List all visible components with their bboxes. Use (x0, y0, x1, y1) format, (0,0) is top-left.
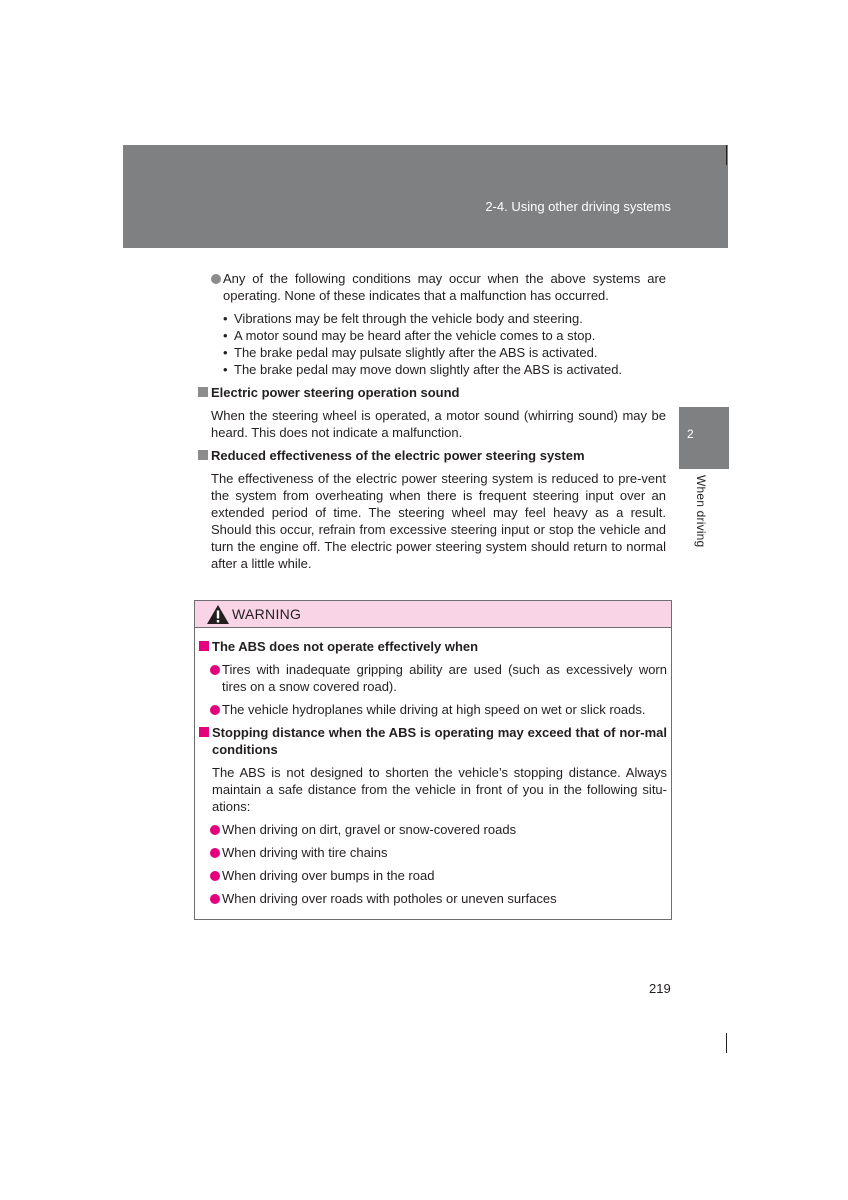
square-bullet-icon (198, 387, 208, 397)
list-item-text: A motor sound may be heard after the vehicle comes to a stop. (234, 328, 596, 343)
list-item-text: When driving over bumps in the road (222, 868, 435, 883)
list-item (223, 310, 666, 327)
bullet-dot-icon: • (223, 328, 228, 343)
section-heading (196, 384, 666, 401)
bullet-circle-icon (211, 274, 221, 284)
list-item-text: Tires with inadequate gripping ability are used (such as excessively worn tires on a snow covered road). (222, 662, 667, 694)
warning-title: WARNING (232, 606, 302, 622)
warning-body-text: The ABS is not designed to shorten the vehicle’s stopping distance. Always maintain a safe distance from the vehicle in front of you in the following situ-ations: (212, 765, 667, 814)
bullet-circle-icon (210, 665, 220, 675)
section-heading-text: Electric power steering operation sound (211, 385, 460, 400)
bullet-circle-icon (210, 848, 220, 858)
warning-section-heading (197, 638, 667, 655)
warning-header (195, 601, 671, 628)
warning-list-item (197, 844, 667, 861)
main-content (196, 270, 666, 578)
section-heading-text: Reduced effectiveness of the electric power steering system (211, 448, 585, 463)
list-item (223, 344, 666, 361)
section-body: When the steering wheel is operated, a motor sound (whirring sound) may be heard. This does not indicate a malfunction. (211, 408, 666, 440)
bullet-dot-icon: • (223, 362, 228, 377)
warning-triangle-icon (207, 605, 229, 624)
warning-list-item (197, 867, 667, 884)
warning-box (194, 600, 672, 920)
chapter-number: 2 (687, 427, 694, 441)
bullet-dot-icon: • (223, 311, 228, 326)
square-bullet-icon (198, 450, 208, 460)
intro-list (196, 310, 666, 378)
warning-section-heading (197, 724, 667, 758)
warning-list-item (197, 701, 667, 718)
section-title: 2-4. Using other driving systems (485, 199, 671, 214)
list-item (223, 361, 666, 378)
chapter-tab (679, 407, 729, 469)
list-item (223, 327, 666, 344)
square-bullet-icon (199, 641, 209, 651)
crop-mark-bottom (726, 1033, 727, 1053)
warning-heading-text: Stopping distance when the ABS is operating may exceed that of nor-mal conditions (212, 725, 667, 757)
page-number: 219 (649, 981, 671, 996)
bullet-circle-icon (210, 705, 220, 715)
list-item-text: The vehicle hydroplanes while driving at high speed on wet or slick roads. (222, 702, 646, 717)
bullet-dot-icon: • (223, 345, 228, 360)
warning-list-item (197, 890, 667, 907)
warning-list-item (197, 821, 667, 838)
bullet-circle-icon (210, 871, 220, 881)
crop-mark-top (726, 145, 727, 165)
section-heading (196, 447, 666, 464)
intro-paragraph (196, 270, 666, 304)
chapter-label: When driving (694, 475, 708, 548)
list-item-text: When driving on dirt, gravel or snow-covered roads (222, 822, 517, 837)
section-body: The effectiveness of the electric power steering system is reduced to pre-vent the system from overheating when there is frequent steering input over an extended period of time. The steering wheel may feel heavy as a result. Should this occur, refrain from excessive steering input or stop the vehicle and turn the engine off. The electric power steering system should return to normal after a little while. (211, 471, 666, 571)
list-item-text: When driving with tire chains (222, 845, 388, 860)
list-item-text: The brake pedal may move down slightly after the ABS is activated. (234, 362, 623, 377)
page-header-bar (123, 145, 728, 248)
list-item-text: Vibrations may be felt through the vehicle body and steering. (234, 311, 583, 326)
square-bullet-icon (199, 727, 209, 737)
bullet-circle-icon (210, 894, 220, 904)
warning-body (197, 638, 667, 913)
list-item-text: When driving over roads with potholes or uneven surfaces (222, 891, 557, 906)
intro-text: Any of the following conditions may occur when the above systems are operating. None of these indicates that a malfunction has occurred. (223, 271, 666, 303)
bullet-circle-icon (210, 825, 220, 835)
warning-heading-text: The ABS does not operate effectively when (212, 639, 479, 654)
list-item-text: The brake pedal may pulsate slightly after the ABS is activated. (234, 345, 598, 360)
warning-list-item (197, 661, 667, 695)
